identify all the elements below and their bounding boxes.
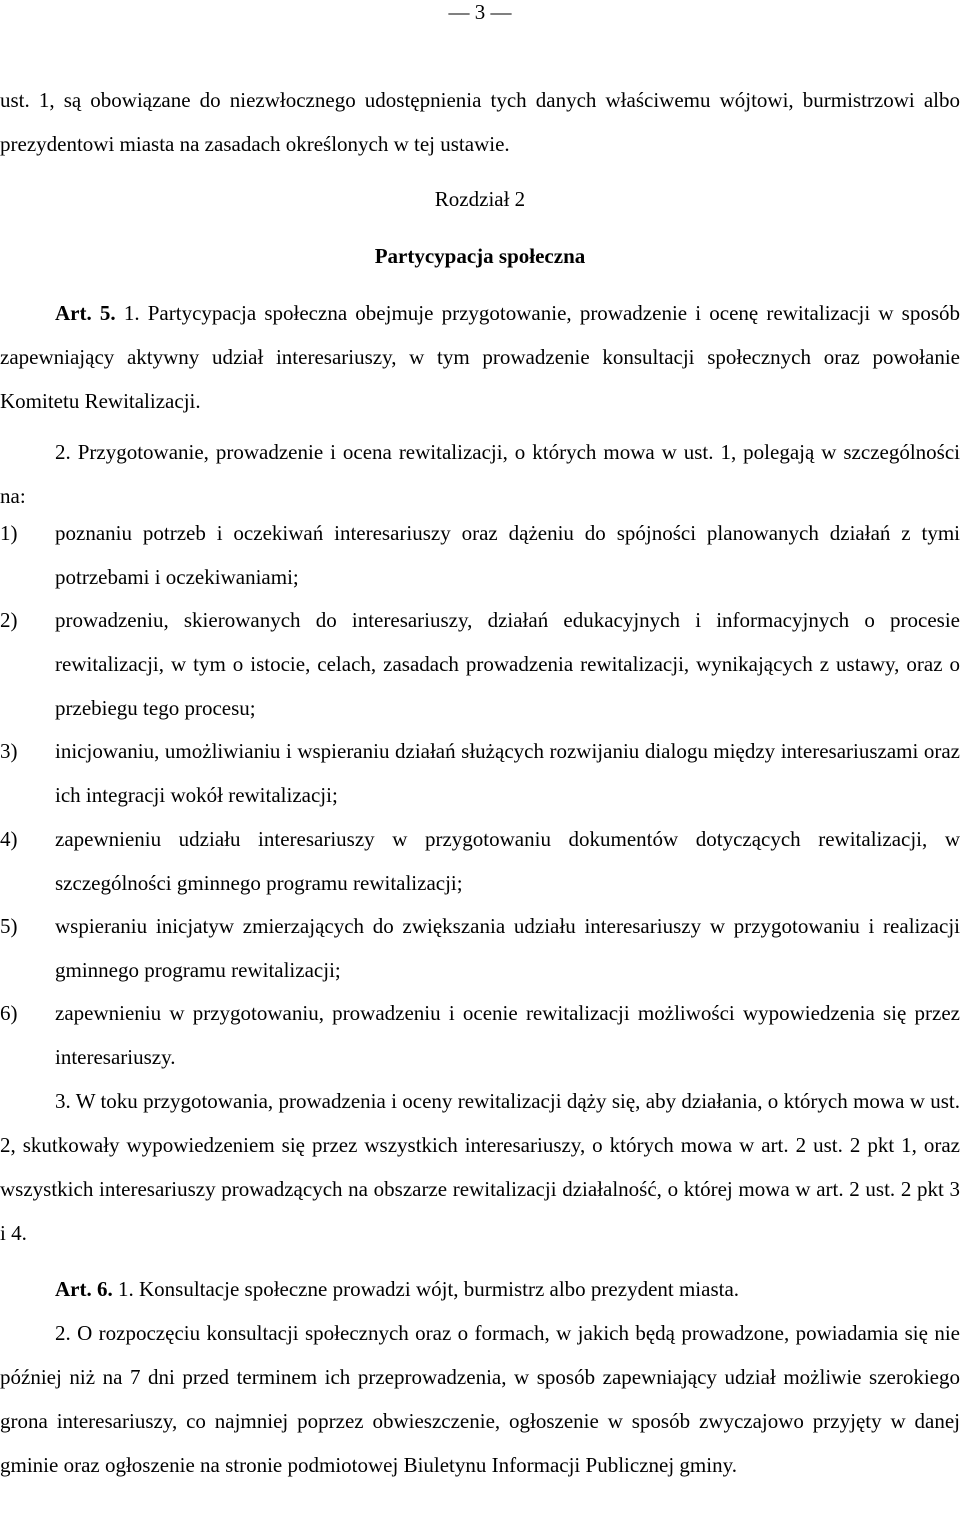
list-item-number: 1)	[0, 521, 18, 545]
list-item-text: zapewnieniu udziału interesariuszy w przygotowaniu dokumentów dotyczących rewitalizacji, w szczególności gminnego programu rewitalizacji;	[55, 827, 960, 895]
art5-paragraph-3: 3. W toku przygotowania, prowadzenia i oceny rewitalizacji dąży się, aby działania, o których mowa w ust. 2, skutkowały wypowiedzeniem się przez wszystkich interesariuszy, o których mowa w art. 2 ust. 2 pkt 1, oraz wszystkich interesariuszy prowadzących na obszarze rewitalizacji działalność, o której mowa w art. 2 ust. 2 pkt 3 i 4.	[0, 1089, 960, 1245]
art5-p1-text: 1. Partycypacja społeczna obejmuje przygotowanie, prowadzenie i ocenę rewitalizacji w sposób zapewniający aktywny udział interesariuszy, w tym prowadzenie konsultacji społecznych oraz powołanie Komitetu Rewitalizacji.	[0, 301, 960, 413]
art5-label: Art. 5.	[55, 301, 116, 325]
chapter-label: Rozdział 2	[434, 187, 526, 211]
list-item	[0, 598, 960, 730]
chapter-title: Partycypacja społeczna	[374, 244, 586, 268]
list-item	[0, 729, 960, 817]
continuation-paragraph: ust. 1, są obowiązane do niezwłocznego udostępnienia tych danych właściwemu wójtowi, burmistrzowi albo prezydentowi miasta na zasadach określonych w tej ustawie.	[0, 88, 960, 156]
list-item	[0, 817, 960, 905]
art6-paragraph-1	[0, 1267, 960, 1311]
list-item-number: 5)	[0, 914, 18, 938]
art6-label: Art. 6.	[55, 1277, 113, 1301]
list-item	[0, 511, 960, 599]
list-item-text: prowadzeniu, skierowanych do interesariuszy, działań edukacyjnych i informacyjnych o procesie rewitalizacji, w tym o istocie, celach, zasadach prowadzenia rewitalizacji, wynikających z ustawy, oraz o przebiegu tego procesu;	[55, 608, 960, 720]
art6-paragraph-2: 2. O rozpoczęciu konsultacji społecznych oraz o formach, w jakich będą prowadzone, powiadamia się nie później niż na 7 dni przed terminem ich przeprowadzenia, w sposób zapewniający udział możliwie szerokiego grona interesariuszy, co najmniej poprzez obwieszczenie, ogłoszenie w sposób zwyczajowo przyjęty w danej gminie oraz ogłoszenie na stronie podmiotowej Biuletynu Informacji Publicznej gminy.	[0, 1321, 960, 1477]
list-item-text: zapewnieniu w przygotowaniu, prowadzeniu i ocenie rewitalizacji możliwości wypowiedzenia się przez interesariuszy.	[55, 1001, 960, 1069]
list-item-text: poznaniu potrzeb i oczekiwań interesariuszy oraz dążeniu do spójności planowanych działań z tymi potrzebami i oczekiwaniami;	[55, 521, 960, 589]
art5-paragraph-2: 2. Przygotowanie, prowadzenie i ocena rewitalizacji, o których mowa w ust. 1, polegają w szczególności na:	[0, 440, 960, 508]
list-item	[0, 904, 960, 992]
list-item-number: 3)	[0, 739, 18, 763]
art5-paragraph-1	[0, 291, 960, 423]
page-number: — 3 —	[448, 0, 512, 24]
list-item-number: 6)	[0, 1001, 18, 1025]
list-item	[0, 991, 960, 1079]
list-item-number: 4)	[0, 827, 18, 851]
art6-p1-text: 1. Konsultacje społeczne prowadzi wójt, burmistrz albo prezydent miasta.	[112, 1277, 740, 1301]
list-item-text: inicjowaniu, umożliwianiu i wspieraniu działań służących rozwijaniu dialogu między interesariuszami oraz ich integracji wokół rewitalizacji;	[55, 739, 960, 807]
list-item-number: 2)	[0, 608, 18, 632]
list-item-text: wspieraniu inicjatyw zmierzających do zwiększania udziału interesariuszy w przygotowaniu i realizacji gminnego programu rewitalizacji;	[55, 914, 960, 982]
